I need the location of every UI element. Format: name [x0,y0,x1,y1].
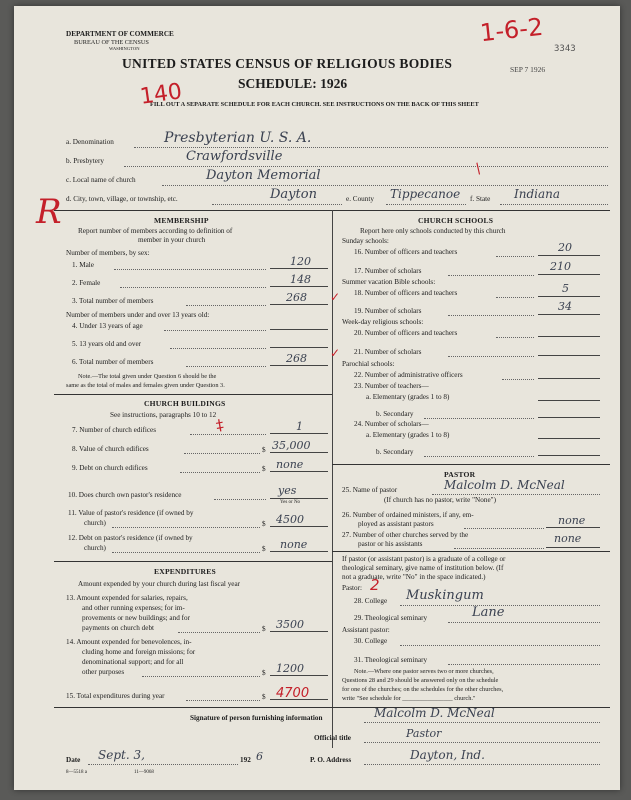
q27-label-2: pastor or his assistants [358,540,423,548]
denomination-value: Presbyterian U. S. A. [164,130,312,146]
q9-label: 9. Debt on church edifices [72,464,148,472]
q18-value: 5 [562,282,569,295]
schedule-year: SCHEDULE: 1926 [238,76,348,91]
bureau-label: BUREAU OF THE CENSUS [74,39,149,46]
q19-value: 34 [558,300,572,313]
red-code-mark: 1-6-2 [478,12,545,48]
pastor-note-3: for one of the churches; on the schedules for the other churches, [342,686,504,693]
pastor-note-1: Note.—Where one pastor serves two or more churches, [354,668,494,675]
q14-label-1: 14. Amount expended for benevolences, in- [66,638,192,646]
members-by-sex-label: Number of members, by sex: [66,249,150,257]
graduate-note-3: not a graduate, write "No" in the space indicated.) [342,573,486,581]
q14-label-2: cluding home and foreign missions; for [82,648,196,656]
date-stamp: SEP 7 1926 [510,65,546,74]
local-name-label: c. Local name of church [66,176,136,184]
po-address-value: Dayton, Ind. [410,748,485,762]
q15-value: 4700 [276,686,310,701]
age-intro-label: Number of members under and over 13 years old: [66,311,210,319]
q1-label: 1. Male [72,261,94,269]
q4-label: 4. Under 13 years of age [72,322,143,330]
signature-label: Signature of person furnishing information [190,714,323,722]
instruction-line: FILL OUT A SEPARATE SCHEDULE FOR EACH CHURCH. SEE INSTRUCTIONS ON THE BACK OF THIS SHEET [150,101,479,108]
q29-value: Lane [472,605,505,620]
q11-value: 4500 [276,513,304,526]
weekday-schools-label: Week-day religious schools: [342,318,424,326]
census-schedule-sheet: DEPARTMENT OF COMMERCE BUREAU OF THE CENSUS WASHINGTON UNITED STATES CENSUS OF RELIGIOUS BODIES SCHEDULE: 1926 FILL OUT A SEPARATE SCHEDULE FOR EACH CHURCH. SEE INSTRUCTIONS ON THE BACK OF THIS SHEET 3343 SEP 7 1926 1-6-2 140 a. Denomination Presbyterian U. S. A. b. Presbytery Crawfordsville c. Local name of church Dayton Memorial / d. City, town, village, or township, etc. Dayton e. County Tippecanoe f. State Indiana R MEMBERSHIP Report number of members according to definition of member in your church Number of members, by sex: 1. Male 120 2. Female 148 3. Total number of members 268 ✓ Number of members under and over 13 years old: 4. Under 13 years of age 5. 13 years old and over 6. Total number of members 268 ✓ Note.—The total given under Question 6 should be the same as the total of males and females given under Question 3. CHURCH BUILDINGS See instructions, paragraphs 10 to 12 7. Number of church edifices ‡ 1 8. Value of church edifices $ 35,000 9. Debt on church edifices $ none 10. Does church own pastor's residence yes Yes or No 11. Value of pastor's residence (if owned by church) $ 4500 12. Debt on pastor's residence (if owned by church) $ none EXPENDITURES Amount expended by your church during last fiscal year 13. Amount expended for salaries, repairs, and other running expenses; for im- provements or new buildings; and for payments on church debt $ 3500 14. Amount expended for benevolences, in- cluding home and foreign missions; for denominational support; and for all other purposes $ 1200 15. Total expenditures during year $ 4700 CHURCH SCHOOLS Report here only schools conducted by this church Sunday schools: 16. Number of officers and teachers 20 17. Number of scholars 210 Summer vacation Bible schools: 18. Number of officers and teachers 5 19. Number of scholars 34 Week-day religious schools: 20. Number of officers and teachers 21. Number of scholars Parochial schools: 22. Number of administrative officers 23. Number of teachers— a. Elementary (grades 1 to 8) b. Secondary 24. Number of scholars— a. Elementary (grades 1 to 8) b. Secondary PASTOR 25. Name of pastor Malcolm D. McNeal (If church has no pastor, write "None") 26. Number of ordained ministers, if any, em- ployed as assistant pastors none 27. Number of other churches served by the pastor or his assistants none If pastor (or assistant pastor) is a graduate of a college or theological seminary, give name of institution below. (If not a graduate, write "No" in the space indicated.) Pastor: 2 28. College Muskingum 29. Theological seminary Lane Assistant pastor: 30. College 31. Theological seminary Note.—Where one pastor serves two or more churches, Questions 28 and 29 should be answered only on the schedule for one of the churches; on the schedules for the other churches, write "See schedule for ________________ church." Signature of person furnishing information Malcolm D. McNeal Official title Pastor Date Sept. 3, 192 6 P. O. Address Dayton, Ind. 8—5518 a 11—9068 [14,6,620,790]
signature-value: Malcolm D. McNeal [374,706,495,720]
number-stamp: 3343 [554,44,576,54]
date-value: Sept. 3, [98,748,145,762]
q17-value: 210 [550,260,571,273]
year-value: 6 [256,750,263,763]
red-number-mark: 140 [138,79,184,110]
pastor-note-4: write "See schedule for ________________ church." [342,695,476,702]
city-town-label: d. City, town, village, or township, etc. [66,195,178,203]
buildings-title: CHURCH BUILDINGS [144,399,226,408]
form-title: UNITED STATES CENSUS OF RELIGIOUS BODIES [122,56,453,71]
presbytery-value: Crawfordsville [186,149,283,164]
official-title-label: Official title [314,734,351,742]
schools-intro: Report here only schools conducted by this church [360,227,506,235]
q25-label: 25. Name of pastor [342,486,398,494]
q27-label-1: 27. Number of other churches served by the [342,531,469,539]
q31-label: 31. Theological seminary [354,656,428,664]
q7-value: 1 [296,420,303,433]
red-r-mark: R [36,192,62,232]
pastor-note-2: Questions 28 and 29 should be answered only on the schedule [342,677,499,684]
q1-value: 120 [290,255,311,268]
q10-value: yes [278,484,297,497]
department-label: DEPARTMENT OF COMMERCE [66,30,174,38]
parochial-schools-label: Parochial schools: [342,360,395,368]
q24a-label: a. Elementary (grades 1 to 8) [366,431,450,439]
graduate-note-2: theological seminary, give name of institution below. (If [342,564,504,572]
county-value: Tippecanoe [390,187,461,201]
buildings-intro: See instructions, paragraphs 10 to 12 [110,411,217,419]
presbytery-label: b. Presbytery [66,157,104,165]
q18-label: 18. Number of officers and teachers [354,289,458,297]
q15-label: 15. Total expenditures during year [66,692,165,700]
q28-value: Muskingum [406,588,484,603]
expenditures-intro: Amount expended by your church during last fiscal year [78,580,241,588]
q6-label: 6. Total number of members [72,358,154,366]
po-address-label: P. O. Address [310,756,352,764]
graduate-note-1: If pastor (or assistant pastor) is a graduate of a college or [342,555,506,563]
local-name-value: Dayton Memorial [206,168,321,183]
city-town-value: Dayton [270,187,317,202]
q29-label: 29. Theological seminary [354,614,428,622]
q7-label: 7. Number of church edifices [72,426,157,434]
q23b-label: b. Secondary [376,410,414,418]
membership-note-2: same as the total of males and females given under Question 3. [66,382,225,389]
q13-value: 3500 [276,618,304,631]
q13-label-1: 13. Amount expended for salaries, repairs, [66,594,188,602]
assistant-pastor-label: Assistant pastor: [342,626,390,634]
year-label: 192 [240,756,251,764]
q24-label: 24. Number of scholars— [354,420,429,428]
q14-value: 1200 [276,662,304,675]
q12-value: none [280,538,308,551]
q22-label: 22. Number of administrative officers [354,371,463,379]
state-value: Indiana [514,187,561,201]
q23a-label: a. Elementary (grades 1 to 8) [366,393,450,401]
state-label: f. State [470,195,491,203]
q25-value: Malcolm D. McNeal [444,478,565,492]
q20-label: 20. Number of officers and teachers [354,329,458,337]
schools-title: CHURCH SCHOOLS [418,216,494,225]
form-code-2: 11—9068 [134,770,154,775]
q10-label: 10. Does church own pastor's residence [68,491,182,499]
q14-label-3: denominational support; and for all [82,658,184,666]
q2-label: 2. Female [72,279,101,287]
pastor-title: PASTOR [444,470,476,479]
q26-label-2: ployed as assistant pastors [358,520,434,528]
sunday-schools-label: Sunday schools: [342,237,389,245]
q16-value: 20 [558,241,572,254]
q8-value: 35,000 [272,439,311,452]
q27-value: none [554,532,582,545]
q3-label: 3. Total number of members [72,297,154,305]
form-code: 8—5518 a [66,770,87,775]
q5-label: 5. 13 years old and over [72,340,142,348]
county-label: e. County [346,195,374,203]
membership-intro-2: member in your church [138,236,206,244]
q19-label: 19. Number of scholars [354,307,422,315]
q25-note: (If church has no pastor, write "None") [384,496,496,504]
q11-label-2: church) [84,519,106,527]
q11-label-1: 11. Value of pastor's residence (if owned by [68,509,194,517]
q13-label-3: provements or new buildings; and for [82,614,190,622]
q30-label: 30. College [354,637,388,645]
q6-value: 268 [286,352,307,365]
q28-label: 28. College [354,597,388,605]
membership-note-1: Note.—The total given under Question 6 should be the [78,373,217,380]
summer-schools-label: Summer vacation Bible schools: [342,278,436,286]
q9-value: none [276,458,304,471]
q10-hint: Yes or No [280,500,301,505]
q21-label: 21. Number of scholars [354,348,422,356]
q12-label-1: 12. Debt on pastor's residence (if owned by [68,534,193,542]
q26-value: none [558,514,586,527]
q23-label: 23. Number of teachers— [354,382,429,390]
date-label: Date [66,756,81,764]
city-label: WASHINGTON [109,46,140,51]
denomination-label: a. Denomination [66,138,114,146]
q26-label-1: 26. Number of ordained ministers, if any, em- [342,511,474,519]
q24b-label: b. Secondary [376,448,414,456]
q12-label-2: church) [84,544,106,552]
pastor-subsection-label: Pastor: [342,584,362,592]
q16-label: 16. Number of officers and teachers [354,248,458,256]
q14-label-4: other purposes [82,668,125,676]
q17-label: 17. Number of scholars [354,267,422,275]
expenditures-title: EXPENDITURES [154,567,216,576]
q13-label-4: payments on church debt [82,624,155,632]
q2-value: 148 [290,273,311,286]
q8-label: 8. Value of church edifices [72,445,149,453]
q13-label-2: and other running expenses; for im- [82,604,185,612]
official-title-value: Pastor [406,727,442,740]
membership-title: MEMBERSHIP [154,216,209,225]
q3-value: 268 [286,291,307,304]
pastor-red-mark: 2 [370,576,380,594]
membership-intro-1: Report number of members according to definition of [78,227,233,235]
